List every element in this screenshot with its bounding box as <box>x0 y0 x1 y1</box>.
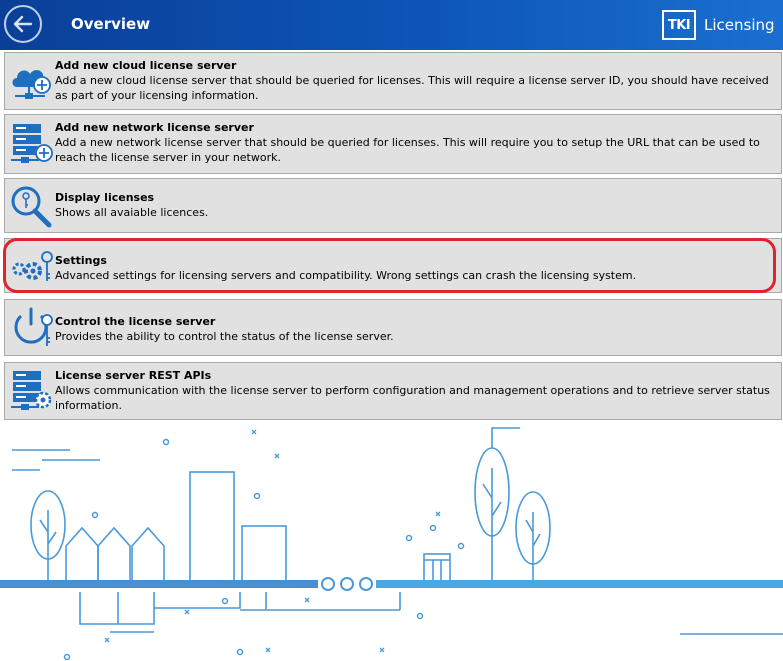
power-key-icon <box>9 306 55 352</box>
control-license-server-item[interactable] <box>4 299 782 356</box>
item-title: Add new cloud license server <box>55 59 237 72</box>
item-description: Allows communication with the license server to perform configuration and management operations and to retrieve server status information. <box>55 384 770 412</box>
cloud-server-add-icon <box>9 61 53 103</box>
item-title: License server REST APIs <box>55 369 212 382</box>
back-button[interactable] <box>4 5 42 43</box>
item-title: Add new network license server <box>55 121 254 134</box>
display-licenses-item[interactable] <box>4 178 782 233</box>
settings-item[interactable] <box>4 238 782 293</box>
item-title: Display licenses <box>55 191 155 204</box>
item-title: Settings <box>55 254 107 267</box>
logo-text: Licensing <box>704 16 775 34</box>
item-description: Add a new network license server that should be queried for licenses. This will require you to setup the URL that can be used to reach the license server in your network. <box>55 136 760 164</box>
item-description: Provides the ability to control the status of the license server. <box>55 330 394 343</box>
city-illustration <box>0 420 783 661</box>
network-server-add-icon <box>9 121 53 169</box>
app-header <box>0 0 783 50</box>
add-cloud-license-server-item[interactable] <box>4 52 782 110</box>
search-license-icon <box>9 184 53 230</box>
item-description: Add a new cloud license server that should be queried for licenses. This will require a license server ID, you should have received as part of your licensing information. <box>55 74 769 102</box>
server-gear-icon <box>9 368 53 416</box>
item-title: Control the license server <box>55 315 216 328</box>
tki-licensing-logo <box>662 9 775 41</box>
item-description: Advanced settings for licensing servers and compatibility. Wrong settings can crash the licensing system. <box>55 269 637 282</box>
page-title: Overview <box>71 15 151 33</box>
settings-gear-key-icon <box>9 247 55 287</box>
logo-mark: TKI <box>662 10 696 40</box>
item-description: Shows all avaiable licences. <box>55 206 209 219</box>
add-network-license-server-item[interactable] <box>4 114 782 174</box>
arrow-left-icon <box>12 13 34 35</box>
license-server-rest-apis-item[interactable] <box>4 362 782 420</box>
